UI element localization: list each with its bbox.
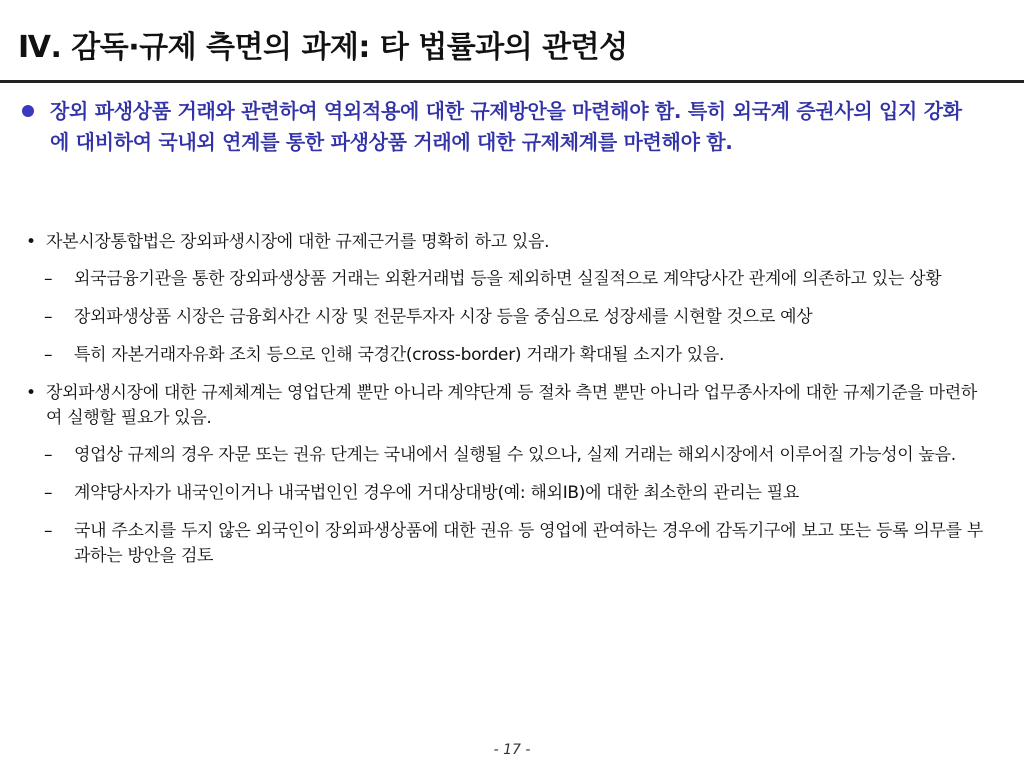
sub-bullet-marker: –: [44, 445, 53, 465]
sub-bullet-marker: –: [44, 307, 53, 327]
sub-bullet-text: 국내 주소지를 두지 않은 외국인이 장외파생상품에 대한 권유 등 영업에 관여하는 경우에 감독기구에 보고 또는 등록 의무를 부과하는 방안을 검토: [74, 521, 983, 566]
sub-bullet-text: 계약당사자가 내국인이거나 내국법인인 경우에 거대상대방(예: 해외IB)에 대한 최소한의 관리는 필요: [74, 483, 799, 503]
bullet-text: 장외파생시장에 대한 규제체계는 영업단계 뿐만 아니라 계약단계 등 절차 측면 뿐만 아니라 업무종사자에 대한 규제기준을 마련하여 실행할 필요가 있음.: [46, 383, 978, 428]
summary-text: 장외 파생상품 거래와 관련하여 역외적용에 대한 규제방안을 마련해야 함. 특히 외국계 증권사의 입지 강화에 대비하여 국내외 연계를 통한 파생상품 거래에 대한 규제체계를 마련해야 함.: [50, 99, 962, 154]
sub-bullet-item: [26, 519, 986, 569]
sub-bullet-marker: –: [44, 345, 53, 365]
sub-bullet-marker: –: [44, 269, 53, 289]
sub-bullet-item: [26, 343, 986, 368]
bullet-marker: •: [26, 232, 36, 252]
title-divider: [0, 80, 1024, 83]
bullet-item: [26, 230, 986, 255]
slide-title: Ⅳ. 감독·규제 측면의 과제: 타 법률과의 관련성: [18, 30, 628, 65]
bullet-item: [26, 381, 986, 431]
sub-bullet-item: [26, 443, 986, 468]
sub-bullet-marker: –: [44, 483, 53, 503]
sub-bullet-text: 외국금융기관을 통한 장외파생상품 거래는 외환거래법 등을 제외하면 실질적으로 계약당사간 관계에 의존하고 있는 상황: [74, 269, 942, 289]
bullet-marker: •: [26, 383, 36, 403]
summary-bullet-icon: [22, 105, 34, 117]
sub-bullet-item: [26, 267, 986, 292]
summary-block: [22, 96, 982, 158]
page-number: - 17 -: [493, 742, 531, 758]
sub-bullet-text: 영업상 규제의 경우 자문 또는 권유 단계는 국내에서 실행될 수 있으나, 실제 거래는 해외시장에서 이루어질 가능성이 높음.: [74, 445, 956, 465]
bullet-list: [26, 230, 986, 582]
sub-bullet-text: 특히 자본거래자유화 조치 등으로 인해 국경간(cross-border) 거래가 확대될 소지가 있음.: [74, 345, 725, 365]
sub-bullet-item: [26, 481, 986, 506]
bullet-text: 자본시장통합법은 장외파생시장에 대한 규제근거를 명확히 하고 있음.: [46, 232, 550, 252]
sub-bullet-item: [26, 305, 986, 330]
sub-bullet-marker: –: [44, 521, 53, 541]
sub-bullet-text: 장외파생상품 시장은 금융회사간 시장 및 전문투자자 시장 등을 중심으로 성장세를 시현할 것으로 예상: [74, 307, 813, 327]
